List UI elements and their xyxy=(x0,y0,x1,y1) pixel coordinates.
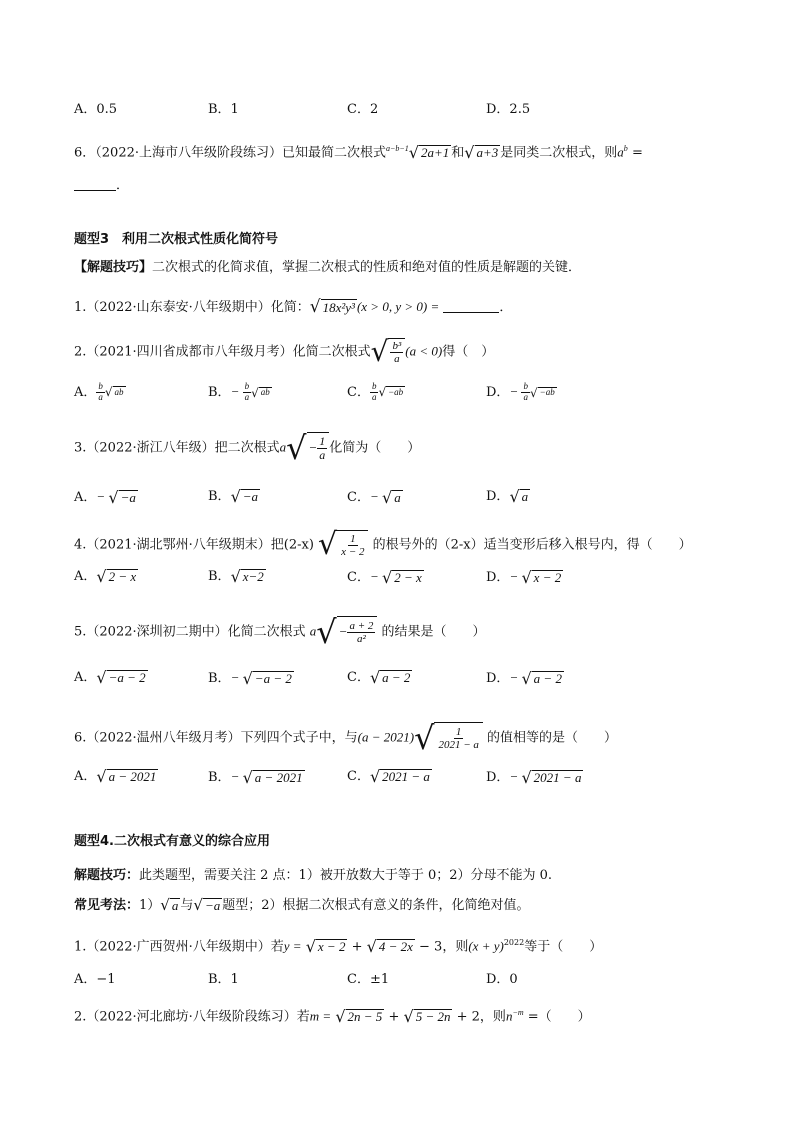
s4q1-option-d: D．0 xyxy=(486,972,518,987)
s3q3-lead: 3.（2022·浙江八年级）把二次根式 xyxy=(74,440,280,456)
s4q1-radical-1: √ x − 2 xyxy=(305,936,346,956)
s3-question-6 xyxy=(74,719,618,757)
s3q3-option-a: A．− √ −a xyxy=(74,487,136,507)
s3q6-coef: (a − 2021) xyxy=(357,729,415,745)
s3-question-4 xyxy=(74,527,692,562)
s4q2-power: n xyxy=(505,1008,513,1024)
s3q1-end: ． xyxy=(499,300,513,315)
s4q1-tail: 等于（ ） xyxy=(524,939,603,955)
s4q2-radical-1: √ 2n − 5 xyxy=(335,1006,383,1026)
s3q4-option-d: D．− √ x − 2 xyxy=(486,567,562,587)
s4-tip-label: 解题技巧： xyxy=(74,868,140,883)
s3q2-option-a: A． $\frac{b}{a}$ √ ab xyxy=(74,381,124,402)
s3q2-condition: (a < 0) xyxy=(405,343,443,359)
s3q5-option-d: D．− √ a − 2 xyxy=(486,668,562,688)
s3q2-lead: 2.（2021·四川省成都市八年级月考）化简二次根式 xyxy=(74,344,371,360)
s3q2-option-c: C． $\frac{b}{a}$ √ −ab xyxy=(347,381,404,402)
s3q3-tail: 化简为（ ） xyxy=(329,440,421,456)
tip-text: 二次根式的化简求值，掌握二次根式的性质和绝对值的性质是解题的关键． xyxy=(152,260,582,275)
s3q4-option-b: B． √ x−2 xyxy=(208,566,264,586)
s4q2-plus: + xyxy=(388,1009,400,1025)
s3q6-lead: 6.（2022·温州八年级月考）下列四个式子中，与 xyxy=(74,730,358,746)
s4-question-2 xyxy=(74,1003,591,1027)
s3q4-option-c: C．− √ 2 − x xyxy=(347,567,422,587)
s4q2-lead: 2.（2022·河北廊坊·八年级阶段练习）若 xyxy=(74,1009,310,1025)
s3q2-tail: 得（ ） xyxy=(442,344,495,360)
s3q6-radical: √ $\frac{1}{2021 - a}$ xyxy=(414,722,483,754)
s3q4-lead: 4.（2021·湖北鄂州·八年级期末）把(2-x) xyxy=(74,537,314,553)
s3q5-option-b: B．− √ −a − 2 xyxy=(208,668,292,688)
s3q3-radical: √ − $\frac{1}{a}$ xyxy=(286,432,329,464)
prev-option-c: C．2 xyxy=(347,102,379,117)
s4q2-radical-2: √ 5 − 2n xyxy=(403,1006,451,1026)
s3q6-option-b: B．− √ a − 2021 xyxy=(208,767,303,787)
s4q1-y: y = xyxy=(283,938,302,954)
s3q1-radical: √ 18x²y³ xyxy=(309,297,355,317)
s4q1-then: ，则 xyxy=(442,939,469,955)
s3q5-radical: √ − $\frac{a + 2}{\text{a²}}$ xyxy=(316,616,377,648)
s3q6-option-d: D．− √ 2021 − a xyxy=(486,767,582,787)
s3q4-radical: √ $\frac{1}{x - 2}$ xyxy=(318,530,368,560)
prev-q6-index: a−b−1 xyxy=(386,144,409,153)
s3-question-5 xyxy=(74,613,486,651)
s3q5-option-a: A． √ −a − 2 xyxy=(74,667,146,687)
s3q5-tail: 的结果是（ ） xyxy=(381,624,486,640)
s4-common-a: 1） xyxy=(139,898,161,913)
prev-q6-power-base: a xyxy=(617,144,624,160)
s3q1-lead: 1.（2022·山东泰安·八年级期中）化简： xyxy=(74,300,310,315)
s4q1-option-c: C．±1 xyxy=(347,972,390,987)
s3q5-coef: a xyxy=(309,623,317,639)
s3q3-option-d: D． √ a xyxy=(486,486,529,506)
s4q2-tail: =（ ） xyxy=(527,1009,591,1025)
s4q2-exp: −m xyxy=(512,1008,524,1017)
section-4-tip xyxy=(74,866,552,886)
s3q2-option-b: B．− $\frac{b}{a}$ √ ab xyxy=(208,381,270,402)
s3q2-option-d: D．− $\frac{b}{a}$ √ −ab xyxy=(486,381,555,402)
s4-common-label: 常见考法： xyxy=(74,898,140,913)
s3-question-1 xyxy=(74,297,512,318)
s3q6-option-a: A． √ a − 2021 xyxy=(74,766,157,786)
answer-blank[interactable] xyxy=(74,176,116,191)
s4q1-option-a: A．−1 xyxy=(74,972,116,987)
prev-q6-radical-1: √ 2a+1 xyxy=(408,142,450,162)
s4-tip-text: 此类题型，需要关注 2 点：1）被开放数大于等于 0；2）分母不能为 0. xyxy=(139,868,553,883)
s4-common-radical-1: √ a xyxy=(160,895,179,914)
s4q2-then: ，则 xyxy=(479,1009,506,1025)
s4-question-1 xyxy=(74,933,602,957)
section-4-common xyxy=(74,896,530,916)
s3q4-option-a: A． √ 2 − x xyxy=(74,566,137,586)
s4q2-rest: + 2 xyxy=(456,1009,480,1025)
prev-q6-tail: 是同类二次根式，则 xyxy=(500,145,618,161)
s4-common-radical-2: √ −a xyxy=(193,895,221,914)
prev-q6-eq: = xyxy=(631,145,643,161)
prev-question-6 xyxy=(74,139,643,163)
prev-option-d: D．2.5 xyxy=(486,102,531,117)
s4q1-minus: − 3 xyxy=(419,939,443,955)
prev-q6-power-exp: b xyxy=(623,144,628,153)
s3q5-lead: 5.（2022·深圳初二期中）化简二次根式 xyxy=(74,624,306,640)
s4q1-exp: 2022 xyxy=(503,938,525,947)
s4q2-m: m = xyxy=(309,1008,332,1024)
prev-option-b: B．1 xyxy=(208,102,239,117)
s4q1-plus: + xyxy=(351,939,363,955)
s3q2-radical: √ $\frac{\text{b³}}{a}$ xyxy=(371,338,406,366)
section-4-title: 题型4.二次根式有意义的综合应用 xyxy=(74,834,270,849)
answer-blank[interactable] xyxy=(443,298,499,313)
prev-q6-lead: 6．（2022·上海市八年级阶段练习）已知最简二次根式 xyxy=(74,145,386,161)
s4q1-lead: 1.（2022·广西贺州·八年级期中）若 xyxy=(74,939,284,955)
prev-q6-answer-line xyxy=(74,176,129,196)
s4q1-option-b: B．1 xyxy=(208,972,239,987)
prev-option-a: A．0.5 xyxy=(74,102,118,117)
s4q1-radical-2: √ 4 − 2x xyxy=(366,936,413,956)
section-3-tip xyxy=(74,258,581,278)
s3-question-3 xyxy=(74,429,421,467)
s3q5-option-c: C． √ a − 2 xyxy=(347,667,411,687)
s3q3-coef: a xyxy=(279,439,287,455)
section-3-title: 题型3 利用二次根式性质化简符号 xyxy=(74,232,279,247)
prev-q6-radical-2: √ a+3 xyxy=(464,142,499,162)
s3q3-option-c: C．− √ a xyxy=(347,487,401,507)
tip-label: 【解题技巧】 xyxy=(74,260,153,275)
s4-common-mid: 与 xyxy=(180,898,194,913)
s3-question-2 xyxy=(74,335,495,368)
s3q4-tail: 的根号外的（2-x）适当变形后移入根号内，得（ ） xyxy=(372,537,692,553)
s4q1-power: (x + y) xyxy=(468,938,504,954)
s4-common-b: 题型；2）根据二次根式有意义的条件，化简绝对值。 xyxy=(222,898,530,913)
s3q6-tail: 的值相等的是（ ） xyxy=(487,730,618,746)
s3q3-option-b: B． √ −a xyxy=(208,486,259,506)
prev-q6-end: ． xyxy=(116,178,130,193)
s3q6-option-c: C． √ 2021 − a xyxy=(347,766,430,786)
prev-q6-and: 和 xyxy=(451,145,465,161)
s3q1-condition: (x > 0, y > 0) = xyxy=(356,299,440,314)
